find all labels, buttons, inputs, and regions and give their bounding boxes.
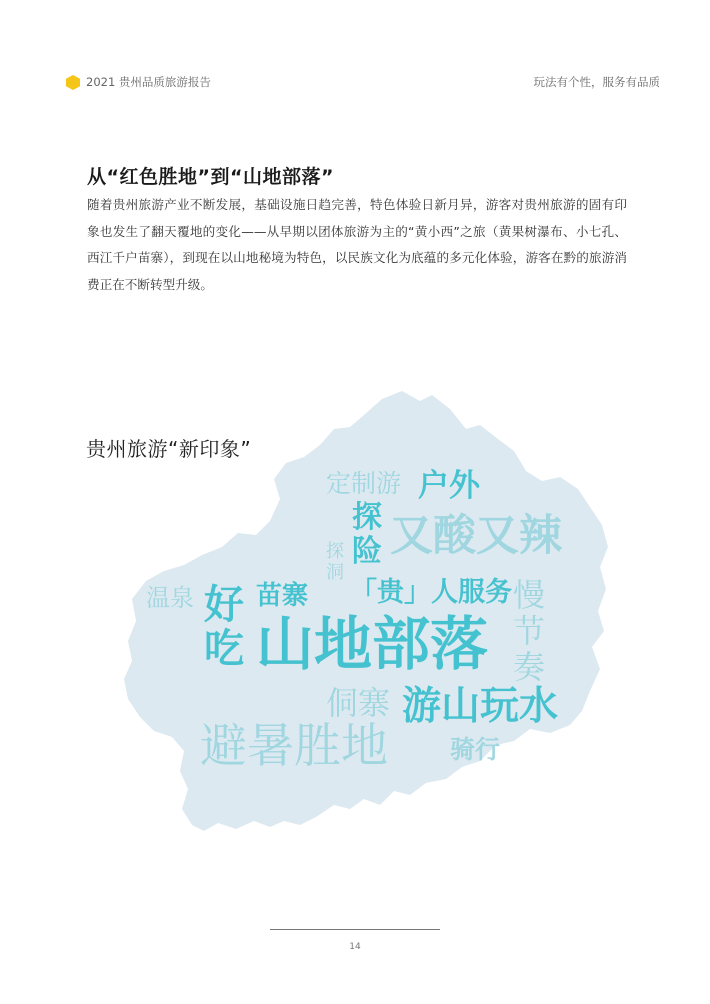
report-title: 2021 贵州品质旅游报告 bbox=[86, 75, 211, 89]
word-dingzhiyou: 定制游 bbox=[326, 469, 402, 498]
footer-divider bbox=[270, 929, 440, 930]
word-chi: 吃 bbox=[204, 626, 244, 672]
word-wenquan: 温泉 bbox=[146, 584, 194, 612]
word-dongzhai: 侗寨 bbox=[326, 684, 391, 722]
word-shandibuluo: 山地部落 bbox=[256, 610, 489, 678]
page-header bbox=[66, 72, 660, 92]
hexagon-logo-icon bbox=[66, 75, 80, 90]
word-tan: 探 bbox=[352, 500, 382, 535]
word-huwai: 户外 bbox=[418, 468, 480, 504]
word-yousuanyoula: 又酸又辣 bbox=[390, 511, 562, 561]
word-hao: 好 bbox=[204, 582, 244, 628]
word-bishushengdi: 避暑胜地 bbox=[200, 719, 388, 774]
word-tandong-1: 探 bbox=[326, 541, 344, 562]
word-man: 慢 bbox=[513, 576, 546, 614]
section-heading: 从“红色胜地”到“山地部落” bbox=[87, 166, 334, 188]
report-slogan: 玩法有个性，服务有品质 bbox=[533, 75, 660, 89]
word-qixing: 骑行 bbox=[450, 735, 501, 764]
word-xian: 险 bbox=[352, 534, 382, 569]
word-zou: 奏 bbox=[513, 648, 546, 686]
page-number: 14 bbox=[349, 942, 361, 952]
section-body-text: 随着贵州旅游产业不断发展，基础设施日趋完善，特色体验日新月异，游客对贵州旅游的固有印象也发生了翻天覆地的变化——从早期以团体旅游为主的“黄小西”之旅（黄果树瀑布、小七孔、西江千户苗寨），到现在以山地秘境为特色，以民族文化为底蕴的多元化体验，游客在黔的旅游消费正在不断转型升级。 bbox=[87, 197, 627, 292]
word-gui-service: 「贵」人服务 bbox=[350, 577, 512, 608]
map-title: 贵州旅游“新印象” bbox=[86, 437, 252, 461]
word-youshanwanshui: 游山玩水 bbox=[402, 684, 559, 729]
word-jie: 节 bbox=[513, 612, 546, 650]
word-tandong-2: 洞 bbox=[326, 562, 344, 583]
word-miaozhai: 苗寨 bbox=[256, 581, 309, 611]
